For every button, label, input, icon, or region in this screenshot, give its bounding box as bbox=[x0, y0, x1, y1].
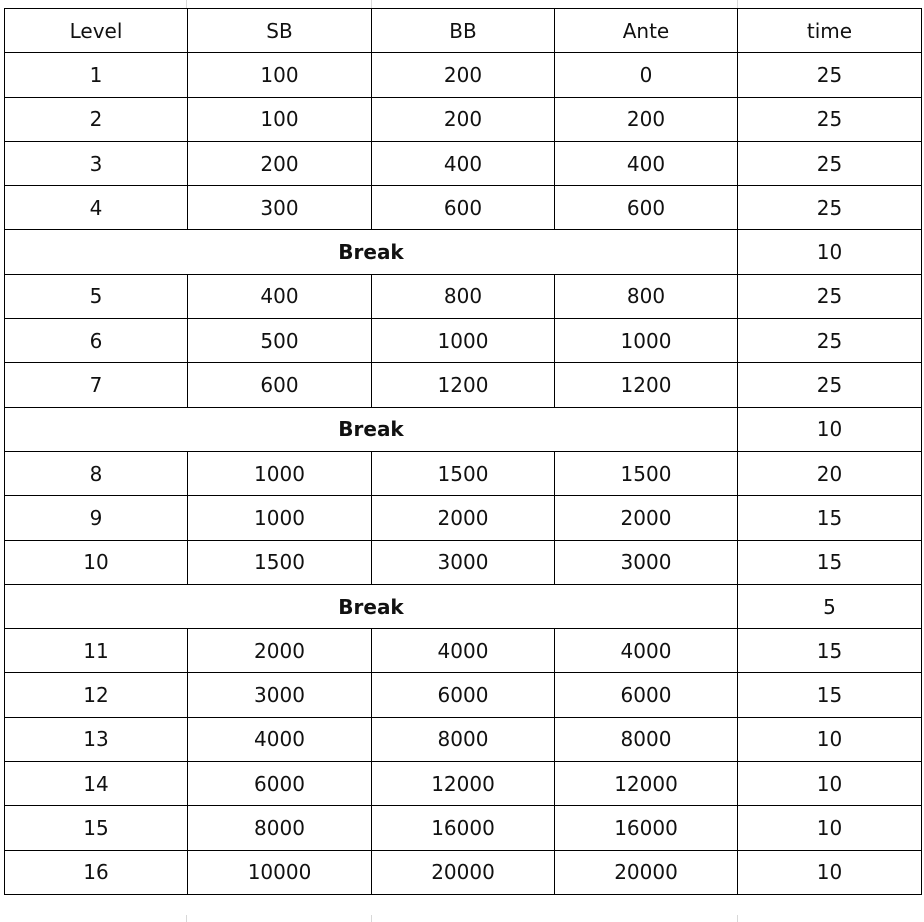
cell-level: 1 bbox=[5, 53, 188, 97]
column-header-time: time bbox=[738, 9, 922, 53]
cell-bb: 2000 bbox=[372, 496, 555, 540]
cell-sb: 4000 bbox=[188, 717, 372, 761]
table-body bbox=[5, 9, 922, 895]
cell-bb: 6000 bbox=[372, 673, 555, 717]
sheet-gridline bbox=[371, 915, 372, 922]
cell-bb: 8000 bbox=[372, 717, 555, 761]
cell-time: 15 bbox=[738, 629, 922, 673]
cell-bb: 16000 bbox=[372, 806, 555, 850]
cell-sb: 400 bbox=[188, 274, 372, 318]
cell-sb: 600 bbox=[188, 363, 372, 407]
column-header-level: Level bbox=[5, 9, 188, 53]
cell-bb: 4000 bbox=[372, 629, 555, 673]
cell-time: 10 bbox=[738, 806, 922, 850]
cell-ante: 2000 bbox=[555, 496, 738, 540]
level-row bbox=[5, 363, 922, 407]
column-header-ante: Ante bbox=[555, 9, 738, 53]
cell-bb: 1200 bbox=[372, 363, 555, 407]
level-row bbox=[5, 141, 922, 185]
cell-ante: 4000 bbox=[555, 629, 738, 673]
cell-bb: 20000 bbox=[372, 850, 555, 894]
column-header-bb: BB bbox=[372, 9, 555, 53]
level-row bbox=[5, 540, 922, 584]
cell-sb: 6000 bbox=[188, 762, 372, 806]
level-row bbox=[5, 451, 922, 495]
cell-time: 25 bbox=[738, 53, 922, 97]
cell-level: 7 bbox=[5, 363, 188, 407]
cell-sb: 200 bbox=[188, 141, 372, 185]
cell-time: 15 bbox=[738, 673, 922, 717]
break-time: 10 bbox=[738, 230, 922, 274]
cell-ante: 400 bbox=[555, 141, 738, 185]
cell-ante: 1500 bbox=[555, 451, 738, 495]
break-label: Break bbox=[5, 584, 738, 628]
sheet-gridline bbox=[186, 915, 187, 922]
cell-sb: 1500 bbox=[188, 540, 372, 584]
cell-time: 20 bbox=[738, 451, 922, 495]
cell-level: 6 bbox=[5, 319, 188, 363]
sheet-gridline bbox=[186, 0, 187, 8]
level-row bbox=[5, 806, 922, 850]
cell-bb: 1500 bbox=[372, 451, 555, 495]
cell-level: 3 bbox=[5, 141, 188, 185]
cell-time: 10 bbox=[738, 762, 922, 806]
cell-bb: 1000 bbox=[372, 319, 555, 363]
sheet-gridline bbox=[371, 0, 372, 8]
cell-time: 25 bbox=[738, 363, 922, 407]
cell-ante: 8000 bbox=[555, 717, 738, 761]
cell-sb: 1000 bbox=[188, 451, 372, 495]
cell-level: 8 bbox=[5, 451, 188, 495]
cell-bb: 200 bbox=[372, 97, 555, 141]
level-row bbox=[5, 850, 922, 894]
cell-ante: 200 bbox=[555, 97, 738, 141]
blind-structure-table bbox=[4, 8, 922, 895]
cell-sb: 100 bbox=[188, 97, 372, 141]
break-row bbox=[5, 407, 922, 451]
sheet-gridline bbox=[737, 915, 738, 922]
break-time: 10 bbox=[738, 407, 922, 451]
cell-ante: 0 bbox=[555, 53, 738, 97]
level-row bbox=[5, 97, 922, 141]
break-label: Break bbox=[5, 407, 738, 451]
cell-sb: 8000 bbox=[188, 806, 372, 850]
cell-ante: 16000 bbox=[555, 806, 738, 850]
cell-sb: 2000 bbox=[188, 629, 372, 673]
cell-sb: 3000 bbox=[188, 673, 372, 717]
cell-ante: 12000 bbox=[555, 762, 738, 806]
cell-level: 10 bbox=[5, 540, 188, 584]
cell-time: 25 bbox=[738, 141, 922, 185]
cell-time: 10 bbox=[738, 850, 922, 894]
break-time: 5 bbox=[738, 584, 922, 628]
break-row bbox=[5, 230, 922, 274]
level-row bbox=[5, 762, 922, 806]
cell-ante: 6000 bbox=[555, 673, 738, 717]
cell-bb: 200 bbox=[372, 53, 555, 97]
level-row bbox=[5, 673, 922, 717]
cell-bb: 12000 bbox=[372, 762, 555, 806]
cell-ante: 600 bbox=[555, 186, 738, 230]
cell-bb: 600 bbox=[372, 186, 555, 230]
cell-time: 25 bbox=[738, 186, 922, 230]
cell-sb: 100 bbox=[188, 53, 372, 97]
cell-ante: 3000 bbox=[555, 540, 738, 584]
cell-time: 25 bbox=[738, 97, 922, 141]
cell-level: 2 bbox=[5, 97, 188, 141]
cell-ante: 800 bbox=[555, 274, 738, 318]
level-row bbox=[5, 186, 922, 230]
level-row bbox=[5, 53, 922, 97]
level-row bbox=[5, 629, 922, 673]
cell-level: 11 bbox=[5, 629, 188, 673]
level-row bbox=[5, 496, 922, 540]
column-header-sb: SB bbox=[188, 9, 372, 53]
cell-time: 25 bbox=[738, 274, 922, 318]
cell-level: 14 bbox=[5, 762, 188, 806]
break-label: Break bbox=[5, 230, 738, 274]
cell-time: 10 bbox=[738, 717, 922, 761]
cell-sb: 10000 bbox=[188, 850, 372, 894]
level-row bbox=[5, 274, 922, 318]
cell-sb: 500 bbox=[188, 319, 372, 363]
cell-ante: 1000 bbox=[555, 319, 738, 363]
cell-level: 15 bbox=[5, 806, 188, 850]
cell-bb: 400 bbox=[372, 141, 555, 185]
cell-level: 4 bbox=[5, 186, 188, 230]
cell-time: 15 bbox=[738, 496, 922, 540]
cell-ante: 20000 bbox=[555, 850, 738, 894]
cell-bb: 800 bbox=[372, 274, 555, 318]
sheet-gridline bbox=[737, 0, 738, 8]
cell-time: 25 bbox=[738, 319, 922, 363]
level-row bbox=[5, 319, 922, 363]
cell-time: 15 bbox=[738, 540, 922, 584]
cell-ante: 1200 bbox=[555, 363, 738, 407]
cell-sb: 1000 bbox=[188, 496, 372, 540]
break-row bbox=[5, 584, 922, 628]
cell-level: 13 bbox=[5, 717, 188, 761]
cell-bb: 3000 bbox=[372, 540, 555, 584]
cell-level: 5 bbox=[5, 274, 188, 318]
cell-level: 12 bbox=[5, 673, 188, 717]
header-row bbox=[5, 9, 922, 53]
cell-sb: 300 bbox=[188, 186, 372, 230]
cell-level: 16 bbox=[5, 850, 188, 894]
level-row bbox=[5, 717, 922, 761]
cell-level: 9 bbox=[5, 496, 188, 540]
